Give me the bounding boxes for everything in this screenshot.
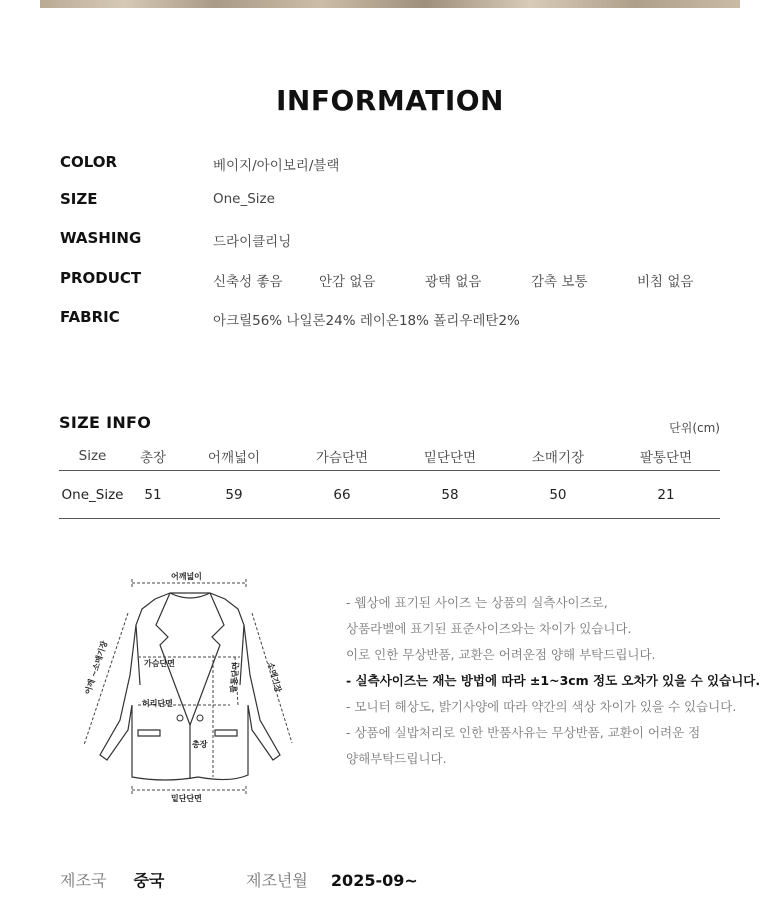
notice-line: - 상품에 실밥처리로 인한 반품사유는 무상반품, 교환이 어려운 점 bbox=[346, 725, 701, 740]
product-item: 신축성 좋음 bbox=[213, 274, 283, 290]
label-length: 총장 bbox=[192, 740, 208, 749]
manufacture-date-label: 제조년월 bbox=[246, 871, 308, 890]
info-value-color: 베이지/아이보리/블랙 bbox=[213, 158, 340, 174]
info-value-fabric: 아크릴56% 나일론24% 레이온18% 폴리우레탄2% bbox=[213, 313, 520, 329]
label-chest: 가슴단면 bbox=[144, 659, 175, 668]
label-arm: 팔통단면 bbox=[229, 661, 241, 694]
product-item: 비침 없음 bbox=[637, 274, 694, 290]
product-item: 안감 없음 bbox=[319, 274, 376, 290]
size-header: 밑단단면 bbox=[396, 442, 504, 471]
size-table-header bbox=[59, 442, 720, 471]
label-hem: 밑단단면 bbox=[171, 794, 202, 803]
manufacture-date-value: 2025-09~ bbox=[330, 871, 418, 890]
size-unit: 단위(cm) bbox=[669, 421, 720, 435]
table-row bbox=[59, 471, 720, 519]
info-row-washing bbox=[60, 229, 740, 249]
product-photo-strip bbox=[40, 0, 740, 8]
origin-value: 중국 bbox=[133, 871, 165, 890]
info-label-color: COLOR bbox=[60, 153, 118, 171]
size-cell: 51 bbox=[126, 471, 180, 519]
size-header: 팔통단면 bbox=[612, 442, 720, 471]
size-header: Size bbox=[59, 442, 126, 471]
info-label-product: PRODUCT bbox=[60, 269, 142, 287]
page-title: INFORMATION bbox=[276, 84, 504, 117]
info-row-fabric bbox=[60, 308, 740, 328]
notice-line-emphasis: - 실측사이즈는 재는 방법에 따라 ±1~3cm 정도 오차가 있을 수 있습니다. bbox=[346, 673, 761, 688]
notice-list bbox=[346, 593, 761, 775]
manufacture-date-info bbox=[246, 868, 418, 890]
product-item: 광택 없음 bbox=[425, 274, 482, 290]
size-header: 소매기장 bbox=[504, 442, 612, 471]
notice-line: 양해부탁드립니다. bbox=[346, 751, 447, 766]
notice-line: 이로 인한 무상반품, 교환은 어려운점 양해 부탁드립니다. bbox=[346, 647, 656, 662]
jacket-measurement-diagram bbox=[70, 565, 310, 810]
info-label-size: SIZE bbox=[60, 190, 98, 208]
label-shoulder: 어깨넓이 bbox=[171, 572, 202, 581]
size-cell: 59 bbox=[180, 471, 288, 519]
info-row-size bbox=[60, 190, 740, 210]
info-label-fabric: FABRIC bbox=[60, 308, 120, 326]
label-sleeve-right: 소매기장 bbox=[266, 661, 283, 694]
info-row-product bbox=[60, 269, 740, 289]
info-label-washing: WASHING bbox=[60, 229, 142, 247]
size-cell: 50 bbox=[504, 471, 612, 519]
size-info-title: SIZE INFO bbox=[59, 413, 152, 432]
label-sleeve-left: 어깨 ~소매기장 bbox=[83, 639, 110, 696]
product-item: 감촉 보통 bbox=[531, 274, 588, 290]
size-header: 총장 bbox=[126, 442, 180, 471]
notice-line: - 모니터 해상도, 밝기사양에 따라 약간의 색상 차이가 있을 수 있습니다. bbox=[346, 699, 737, 714]
size-cell: 58 bbox=[396, 471, 504, 519]
size-cell: 21 bbox=[612, 471, 720, 519]
info-value-washing: 드라이클리닝 bbox=[213, 234, 292, 250]
size-header: 가슴단면 bbox=[288, 442, 396, 471]
origin-label: 제조국 bbox=[60, 871, 107, 890]
size-cell: 66 bbox=[288, 471, 396, 519]
info-value-size: One_Size bbox=[213, 191, 275, 207]
label-waist: 허리단면 bbox=[142, 699, 173, 708]
origin-info bbox=[60, 868, 164, 890]
notice-line: 상품라벨에 표기된 표준사이즈와는 차이가 있습니다. bbox=[346, 621, 632, 636]
size-cell: One_Size bbox=[59, 471, 126, 519]
notice-line: - 웹상에 표기된 사이즈 는 상품의 실측사이즈로, bbox=[346, 595, 608, 610]
info-row-color bbox=[60, 153, 740, 173]
size-header: 어깨넓이 bbox=[180, 442, 288, 471]
size-table bbox=[59, 442, 720, 519]
